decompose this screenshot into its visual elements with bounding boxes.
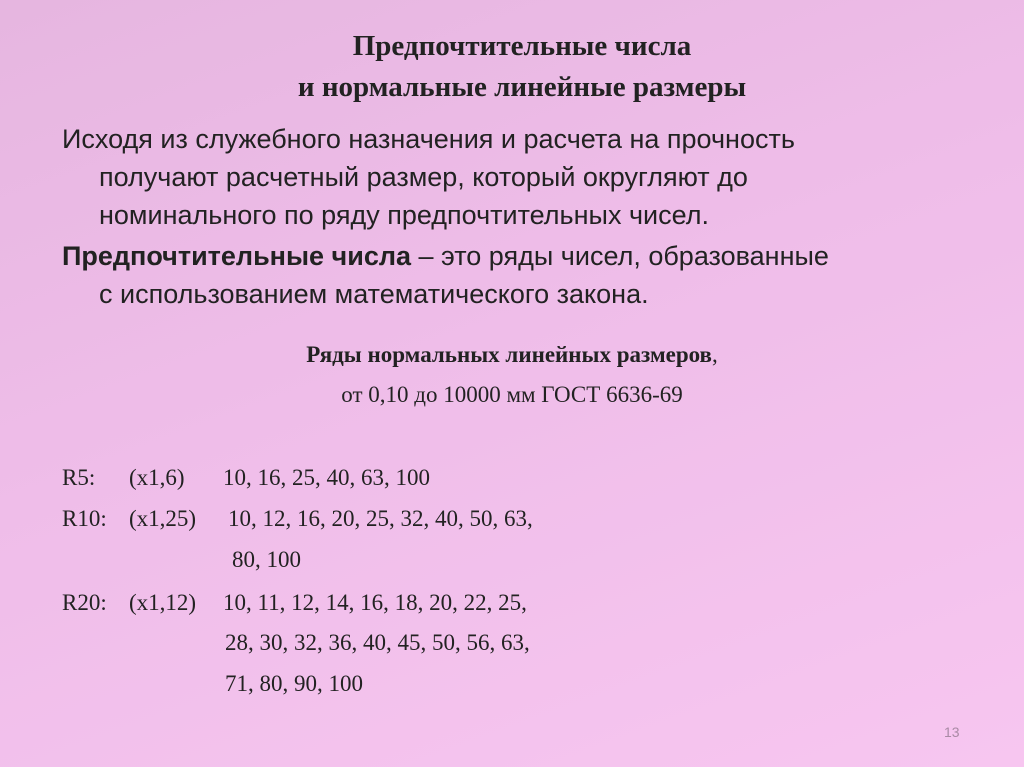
series-r20-values-cont-2: 71, 80, 90, 100 (225, 671, 363, 696)
definition-term: Предпочтительные числа (62, 241, 412, 271)
title-line-2: и нормальные линейные размеры (297, 71, 747, 103)
paragraph-1-line-1: Исходя из служебного назначения и расчета на прочность (62, 124, 795, 154)
series-r10-values: 10, 12, 16, 20, 25, 32, 40, 50, 63, (228, 506, 533, 531)
slide-number: 13 (944, 724, 960, 740)
series-r20-label: R20: (62, 590, 107, 615)
paragraph-1-line-3: номинального по ряду предпочтительных чисел. (99, 200, 709, 230)
series-subheading: от 0,10 до 10000 мм ГОСТ 6636-69 (341, 382, 683, 407)
series-r10-factor: (x1,25) (129, 506, 197, 531)
paragraph-service-purpose (62, 120, 962, 234)
series-heading-comma: , (711, 342, 718, 367)
series-r10-values-cont: 80, 100 (232, 547, 301, 572)
series-r5-label: R5: (62, 465, 96, 490)
series-r20-values: 10, 11, 12, 14, 16, 18, 20, 22, 25, (223, 590, 527, 615)
paragraph-2-line-1 (62, 237, 962, 275)
series-r20-values-cont-1: 28, 30, 32, 36, 40, 45, 50, 56, 63, (225, 630, 530, 655)
series-heading-title: Ряды нормальных линейных размеров (306, 342, 712, 367)
series-heading (0, 342, 1024, 368)
definition-text: – это ряды чисел, образованные (411, 241, 829, 271)
slide-title (0, 26, 1024, 108)
series-r5-factor: (x1,6) (129, 465, 185, 490)
paragraph-definition (62, 237, 962, 313)
paragraph-1-line-2: получают расчетный размер, который округляют до (99, 162, 748, 192)
series-r10-label: R10: (62, 506, 107, 531)
series-r5-values: 10, 16, 25, 40, 63, 100 (223, 465, 430, 490)
paragraph-2-line-2: с использованием математического закона. (99, 279, 649, 309)
series-r20-factor: (x1,12) (129, 590, 197, 615)
title-line-1: Предпочтительные числа (352, 30, 692, 62)
